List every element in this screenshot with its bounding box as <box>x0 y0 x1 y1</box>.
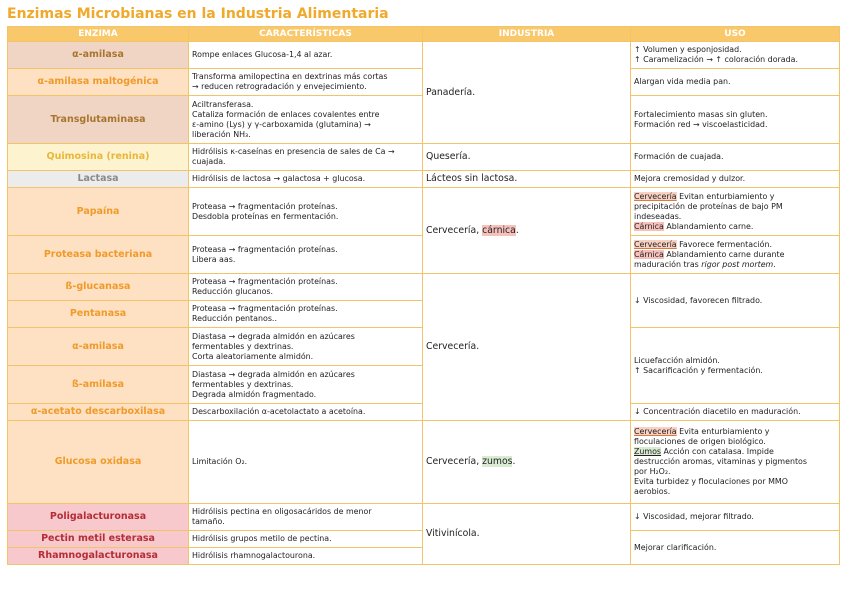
use <box>631 274 840 328</box>
use-text: maduración tras <box>634 259 702 269</box>
use <box>631 144 840 171</box>
characteristics <box>189 366 423 404</box>
use-line <box>634 222 836 232</box>
use <box>631 531 840 565</box>
industry-cell <box>423 144 631 171</box>
enzyme-name: Quimosina (renina) <box>8 144 189 171</box>
enzyme-name: Poligalacturonasa <box>8 504 189 531</box>
characteristics <box>189 236 423 274</box>
characteristics <box>189 188 423 236</box>
char-line: Aciltransferasa. <box>192 99 254 109</box>
char-line: cuajada. <box>192 157 226 166</box>
use-line: ↓ Concentración diacetilo en maduración. <box>634 407 801 416</box>
tag-cerveceria: Cervecería <box>634 191 677 201</box>
char-line: Hidrólisis de lactosa → galactosa + glucosa. <box>192 174 366 183</box>
industry-highlight: zumos <box>482 456 513 467</box>
characteristics <box>189 42 423 69</box>
enzyme-name: Papaína <box>8 188 189 236</box>
char-line: Transforma amilopectina en dextrinas más cortas <box>192 72 388 81</box>
enzyme-name: Transglutaminasa <box>8 96 189 144</box>
characteristics <box>189 144 423 171</box>
char-line: Limitación O₂. <box>192 457 248 466</box>
use-text: Favorece fermentación. <box>676 239 772 249</box>
char-line: → reducen retrogradación y envejecimiento. <box>192 82 367 91</box>
char-line: Reducción pentanos.. <box>192 314 277 323</box>
use-line: ↑ Sacarificación y fermentación. <box>634 365 763 375</box>
use-line: Licuefacción almidón. <box>634 355 720 365</box>
use-line: Evita turbidez y floculaciones por MMO <box>634 477 788 486</box>
char-line: Descarboxilación α-acetolactato a acetoína. <box>192 407 366 416</box>
industry-label: Panadería. <box>426 86 476 98</box>
industry-label: Lácteos sin lactosa. <box>426 173 518 184</box>
char-line: Proteasa → fragmentación proteínas. <box>192 244 338 254</box>
char-line: Cataliza formación de enlaces covalentes entre <box>192 109 380 119</box>
char-line: tamaño. <box>192 517 225 526</box>
enzyme-table <box>7 26 840 565</box>
table-row <box>8 274 840 301</box>
enzyme-name: Pentanasa <box>8 301 189 328</box>
char-line: Diastasa → degrada almidón en azúcares <box>192 369 355 379</box>
characteristics <box>189 171 423 188</box>
page-title: Enzimas Microbianas en la Industria Alimentaria <box>7 6 389 22</box>
use-line <box>634 427 836 437</box>
char-line: Hidrólisis κ-caseínas en presencia de sales de Ca → <box>192 147 395 156</box>
characteristics <box>189 404 423 421</box>
char-line: Libera aas. <box>192 254 236 264</box>
char-line: Proteasa → fragmentación proteínas. <box>192 277 338 286</box>
use-line: aerobios. <box>634 487 671 496</box>
char-line: Hidrólisis rhamnogalactourona. <box>192 551 316 560</box>
use-line: ↑ Caramelización → ↑ coloración dorada. <box>634 55 798 64</box>
industry-label: Cervecería, <box>426 456 483 467</box>
header-industria: INDUSTRIA <box>423 27 631 42</box>
enzyme-name: ß-amilasa <box>8 366 189 404</box>
characteristics <box>189 421 423 504</box>
table-row <box>8 421 840 504</box>
table-row <box>8 171 840 188</box>
enzyme-name: α-acetato descarboxilasa <box>8 404 189 421</box>
enzyme-name: Proteasa bacteriana <box>8 236 189 274</box>
char-line: fermentables y dextrinas. <box>192 379 294 389</box>
industry-label: Vitivinícola. <box>426 528 480 539</box>
industry-cell <box>423 171 631 188</box>
use <box>631 236 840 274</box>
header-enzima: ENZIMA <box>8 27 189 42</box>
header-caracteristicas: CARACTERÍSTICAS <box>189 27 423 42</box>
use <box>631 421 840 504</box>
table-header-row <box>8 27 840 42</box>
enzyme-name: Rhamnogalacturonasa <box>8 548 189 565</box>
use-line: indeseadas. <box>634 211 682 221</box>
table-row <box>8 504 840 531</box>
industry-label: . <box>515 224 519 236</box>
use-text: Evita enturbiamiento y <box>676 427 770 436</box>
header-uso: USO <box>631 27 840 42</box>
use <box>631 171 840 188</box>
tag-cerveceria: Cervecería <box>634 239 677 249</box>
use <box>631 69 840 96</box>
use-line: destrucción aromas, vitaminas y pigmentos <box>634 457 807 466</box>
characteristics <box>189 548 423 565</box>
enzyme-name: Pectin metil esterasa <box>8 531 189 548</box>
use-line: floculaciones de origen biológico. <box>634 437 766 446</box>
char-line: Diastasa → degrada almidón en azúcares <box>192 331 355 341</box>
char-line: fermentables y dextrinas. <box>192 341 294 351</box>
enzyme-name: α-amilasa <box>8 328 189 366</box>
industry-cell <box>423 188 631 274</box>
use-line <box>634 240 836 250</box>
use-line: por H₂O₂. <box>634 467 671 476</box>
use-line: Formación red → viscoelasticidad. <box>634 119 768 129</box>
industry-label: Cervecería, <box>426 224 483 236</box>
tag-carnica: Cárnica <box>634 221 664 231</box>
tag-cerveceria: Cervecería <box>634 427 677 436</box>
char-line: liberación NH₃. <box>192 129 251 139</box>
tag-zumos: Zumos <box>634 447 662 456</box>
char-line: ε-amino (Lys) y γ-carboxamida (glutamina) → <box>192 119 371 129</box>
table-row <box>8 42 840 69</box>
use-text: Acción con catalasa. Impide <box>661 447 774 456</box>
enzyme-name: Lactasa <box>8 171 189 188</box>
use-line: Alargan vida media pan. <box>634 77 731 86</box>
use <box>631 328 840 404</box>
characteristics <box>189 69 423 96</box>
use <box>631 404 840 421</box>
use-line: Fortalecimiento masas sin gluten. <box>634 109 768 119</box>
char-line: Proteasa → fragmentación proteínas. <box>192 304 338 313</box>
industry-label: . <box>512 456 516 467</box>
char-line: Hidrólisis grupos metilo de pectina. <box>192 534 332 543</box>
tag-carnica: Cárnica <box>634 249 664 259</box>
table-row <box>8 188 840 236</box>
char-line: Corta aleatoriamente almidón. <box>192 351 314 361</box>
use-line: precipitación de proteínas de bajo PM <box>634 201 783 211</box>
use-line: Formación de cuajada. <box>634 152 724 161</box>
use-line <box>634 260 836 270</box>
use-line <box>634 447 836 457</box>
enzyme-name: ß-glucanasa <box>8 274 189 301</box>
industry-cell <box>423 274 631 421</box>
characteristics <box>189 328 423 366</box>
use <box>631 188 840 236</box>
use-line: Mejora cremosidad y dulzor. <box>634 174 746 183</box>
use <box>631 42 840 69</box>
enzyme-name: Glucosa oxidasa <box>8 421 189 504</box>
use-text: Evitan enturbiamiento y <box>676 191 775 201</box>
use-line <box>634 250 836 260</box>
use-italic: rigor post mortem <box>701 259 774 269</box>
use <box>631 96 840 144</box>
use-text: Ablandamiento carne durante <box>663 249 785 259</box>
use-line: ↓ Viscosidad, mejorar filtrado. <box>634 512 754 521</box>
industry-cell <box>423 42 631 144</box>
industry-cell <box>423 421 631 504</box>
characteristics <box>189 301 423 328</box>
use-line: ↑ Volumen y esponjosidad. <box>634 45 742 54</box>
industry-highlight: cárnica <box>482 224 516 236</box>
characteristics <box>189 504 423 531</box>
industry-label: Quesería. <box>426 151 471 162</box>
char-line: Hidrólisis pectina en oligosacáridos de menor <box>192 507 372 516</box>
characteristics <box>189 531 423 548</box>
enzyme-name: α-amilasa <box>8 42 189 69</box>
use-text: . <box>773 259 776 269</box>
enzyme-name: α-amilasa maltogénica <box>8 69 189 96</box>
char-line: Proteasa → fragmentación proteínas. <box>192 201 338 211</box>
characteristics <box>189 274 423 301</box>
char-line: Reducción glucanos. <box>192 287 274 296</box>
use-line: ↓ Viscosidad, favorecen filtrado. <box>634 295 763 305</box>
industry-label: Cervecería. <box>426 341 480 352</box>
characteristics <box>189 96 423 144</box>
char-line: Rompe enlaces Glucosa-1,4 al azar. <box>192 50 333 59</box>
table-row <box>8 144 840 171</box>
use-line: Mejorar clarificación. <box>634 542 717 552</box>
char-line: Degrada almidón fragmentado. <box>192 389 317 399</box>
use-line <box>634 192 836 202</box>
industry-cell <box>423 504 631 565</box>
use-text: Ablandamiento carne. <box>663 221 754 231</box>
char-line: Desdobla proteínas en fermentación. <box>192 211 339 221</box>
use <box>631 504 840 531</box>
